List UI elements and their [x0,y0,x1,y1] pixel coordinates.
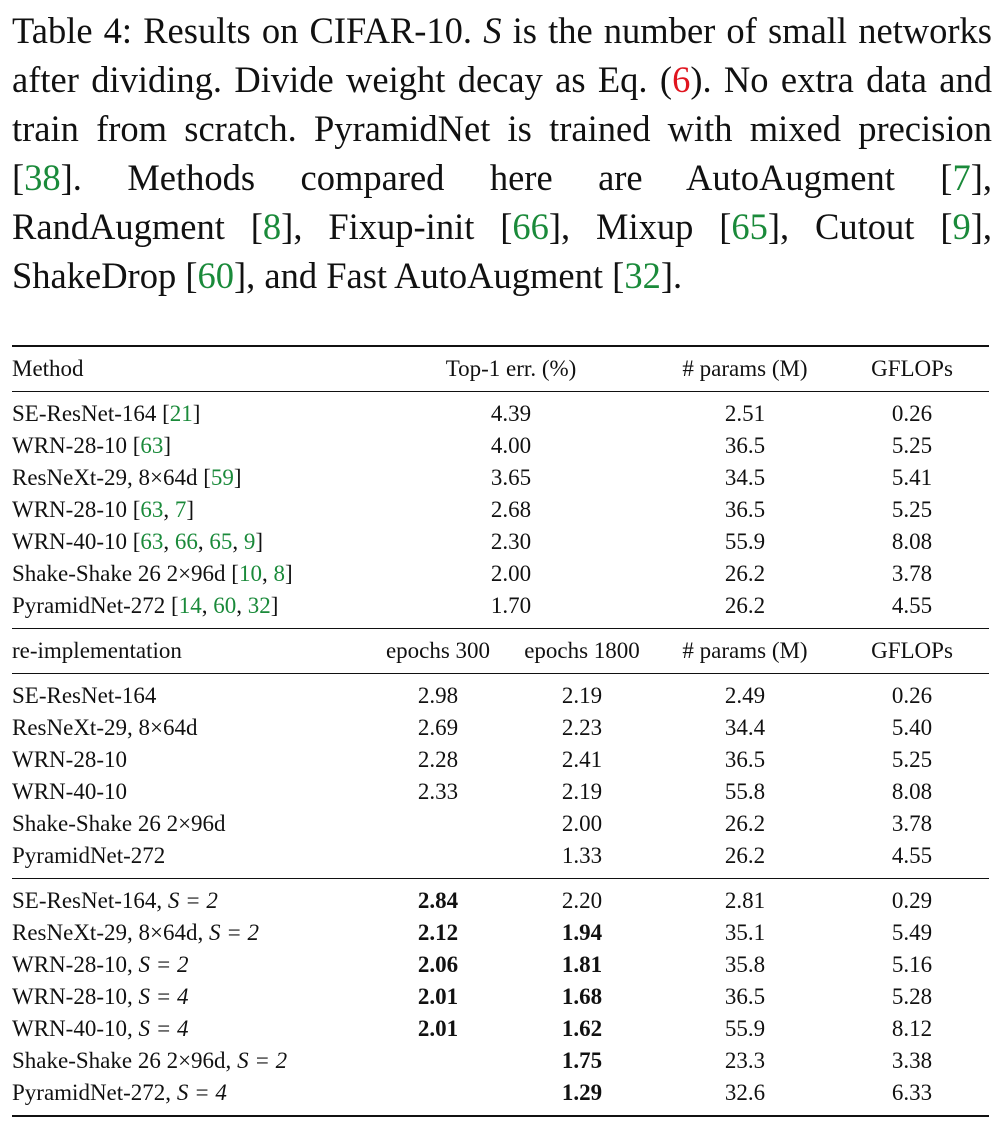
method-name: Shake-Shake 26 2×96d [12,811,226,836]
epochs-300-value: 2.33 [417,779,459,804]
table-row [12,840,989,879]
params-value: 36.5 [724,497,766,522]
epochs-1800-value: 1.33 [561,843,603,868]
citation-link[interactable]: 65 [731,206,768,247]
gflops-value: 0.26 [891,683,933,708]
epochs-1800-value: 2.23 [561,715,603,740]
top1-error-value: 1.70 [490,593,532,618]
gflops-value: 8.08 [891,779,933,804]
epochs-1800-value: 2.20 [509,879,655,918]
params-value: 32.6 [724,1080,766,1105]
epochs-300-value: 2.98 [417,683,459,708]
method-name: PyramidNet-272 [12,843,166,868]
epochs-300-value [367,840,509,879]
epochs-1800-value: 1.62 [561,1016,603,1041]
citation-link[interactable]: 8 [273,561,285,586]
reimplementation-header-row [12,629,989,674]
gflops-value: 5.41 [891,465,933,490]
results-table [12,345,989,1117]
table-row [12,712,989,744]
citation-link[interactable]: 10 [238,561,262,586]
epochs-1800-value: 2.00 [561,811,603,836]
gflops-value: 5.28 [891,984,933,1009]
params-value: 26.2 [724,561,766,586]
params-value: 23.3 [724,1048,766,1073]
gflops-value: 6.33 [891,1080,933,1105]
citation-link[interactable]: 63 [140,433,164,458]
table-header-row [12,346,989,392]
params-value: 2.51 [724,401,766,426]
s-variable: S [483,10,502,51]
epochs-300-value: 2.06 [417,952,459,977]
citation-link[interactable]: 7 [174,497,187,522]
header-params: # params (M) [655,629,835,674]
s-value: S = 2 [237,1048,288,1073]
s-value: S = 2 [167,888,218,913]
s-value: S = 4 [138,1016,189,1041]
citation-link[interactable]: 66 [512,206,549,247]
header-epochs-1800: epochs 1800 [509,629,655,674]
params-value: 26.2 [724,843,766,868]
table-row [12,1045,989,1077]
method-name: WRN-28-10 [63, 7] [12,497,195,522]
header-top1-error: Top-1 err. (%) [367,346,655,392]
method-name: WRN-40-10 [12,779,127,804]
table-row [12,949,989,981]
citation-link[interactable]: 38 [24,157,61,198]
table-row [12,590,989,629]
top1-error-value: 2.68 [490,497,532,522]
table-row [12,1013,989,1045]
params-value: 26.2 [724,593,766,618]
epochs-1800-value: 2.41 [561,747,603,772]
s-value: S = 4 [138,984,189,1009]
header-params: # params (M) [655,346,835,392]
gflops-value: 0.29 [835,879,989,918]
table-row [12,526,989,558]
citation-link[interactable]: 32 [624,255,661,296]
header-reimplementation: re-implementation [12,629,367,674]
epochs-1800-value: 1.29 [561,1080,603,1105]
gflops-value: 3.38 [891,1048,933,1073]
table-row [12,430,989,462]
method-name: WRN-40-10, S = 4 [12,1016,189,1041]
gflops-value: 5.25 [891,747,933,772]
header-gflops: GFLOPs [835,346,989,392]
citation-link[interactable]: 60 [197,255,234,296]
method-name: Shake-Shake 26 2×96d [10, 8] [12,561,293,586]
table-row [12,558,989,590]
table-row [12,879,989,918]
citation-link[interactable]: 21 [169,401,193,426]
method-name: WRN-28-10 [63] [12,433,172,458]
gflops-value: 5.16 [891,952,933,977]
method-name: PyramidNet-272 [14, 60, 32] [12,593,279,618]
table-row [12,981,989,1013]
citation-link[interactable]: 59 [210,465,234,490]
gflops-value: 5.49 [891,920,933,945]
table-row [12,744,989,776]
table-row [12,674,989,713]
epochs-300-value: 2.69 [417,715,459,740]
citation-link[interactable]: 8 [262,206,282,247]
gflops-value: 3.78 [891,561,933,586]
top1-error-value: 4.39 [490,401,532,426]
params-value: 2.81 [655,879,835,918]
method-name: Shake-Shake 26 2×96d, S = 2 [12,1048,288,1073]
citation-link[interactable]: 63 [140,497,164,522]
citation-link[interactable]: 7 [952,157,971,198]
method-name: WRN-28-10, S = 4 [12,984,189,1009]
method-name: WRN-28-10, S = 2 [12,952,189,977]
epochs-300-value: 2.01 [417,1016,459,1041]
table-row [12,462,989,494]
params-value: 2.49 [724,683,766,708]
gflops-value: 8.12 [891,1016,933,1041]
header-epochs-300: epochs 300 [367,629,509,674]
citation-link[interactable]: 9 [952,206,971,247]
table-caption: Table 4: Results on CIFAR-10. S is the number of small networks after dividing. Divide weight decay as Eq. (6). No extra data and train from scratch. PyramidNet is trained with mixed precision [38]. Methods compared here are AutoAugment [7], RandAugment [8], Fixup-init [66], Mixup [65], Cutout [9], ShakeDrop [60], and Fast AutoAugment [32]. [12,10,993,296]
method-name: PyramidNet-272, S = 4 [12,1080,227,1105]
top1-error-value: 3.65 [490,465,532,490]
gflops-value: 4.55 [891,593,933,618]
epochs-1800-value: 1.68 [561,984,603,1009]
epochs-1800-value: 1.94 [561,920,603,945]
gflops-value: 3.78 [891,811,933,836]
epochs-300-value: 2.28 [417,747,459,772]
gflops-value: 5.40 [891,715,933,740]
epochs-300-value [367,1045,509,1077]
top1-error-value: 2.30 [490,529,532,554]
epochs-300-value [367,1077,509,1116]
params-value: 35.8 [724,952,766,977]
s-value: S = 2 [208,920,259,945]
citation-link[interactable]: 63 [140,529,164,554]
citation-link[interactable]: 9 [243,529,256,554]
params-value: 36.5 [724,747,766,772]
table-row [12,917,989,949]
params-value: 34.4 [724,715,766,740]
method-name: ResNeXt-29, 8×64d, S = 2 [12,920,259,945]
epochs-1800-value: 2.19 [561,683,603,708]
gflops-value: 4.55 [891,843,933,868]
params-value: 36.5 [724,984,766,1009]
gflops-value: 0.26 [891,401,933,426]
method-name: WRN-28-10 [12,747,127,772]
citation-link[interactable]: 65 [209,529,233,554]
epochs-300-value: 2.01 [417,984,459,1009]
top1-error-value: 2.00 [490,561,532,586]
citation-link[interactable]: 66 [174,529,198,554]
epochs-1800-value: 1.81 [561,952,603,977]
citation-link[interactable]: 14 [178,593,202,618]
params-value: 55.9 [724,1016,766,1041]
header-gflops: GFLOPs [835,629,989,674]
epochs-1800-value: 2.19 [561,779,603,804]
top1-error-value: 4.00 [490,433,532,458]
method-name: SE-ResNet-164 [12,683,157,708]
table-row [12,392,989,431]
s-value: S = 2 [138,952,189,977]
equation-link[interactable]: 6 [672,59,691,100]
epochs-300-value: 2.12 [417,920,459,945]
epochs-300-value: 2.84 [367,879,509,918]
epochs-1800-value: 1.75 [561,1048,603,1073]
gflops-value: 5.25 [891,433,933,458]
header-method: Method [12,346,367,392]
gflops-value: 5.25 [891,497,933,522]
params-value: 55.9 [724,529,766,554]
method-name: SE-ResNet-164 [21] [12,401,201,426]
epochs-300-value [367,808,509,840]
method-name: ResNeXt-29, 8×64d [12,715,198,740]
params-value: 55.8 [724,779,766,804]
method-name: SE-ResNet-164, S = 2 [12,879,367,918]
gflops-value: 8.08 [891,529,933,554]
table-row [12,808,989,840]
params-value: 35.1 [724,920,766,945]
method-name: WRN-40-10 [63, 66, 65, 9] [12,529,264,554]
citation-link[interactable]: 60 [213,593,237,618]
table-row [12,1077,989,1116]
caption-label: Table 4: [12,10,133,51]
params-value: 26.2 [724,811,766,836]
s-value: S = 4 [176,1080,227,1105]
params-value: 34.5 [724,465,766,490]
table-row [12,494,989,526]
method-name: ResNeXt-29, 8×64d [59] [12,465,242,490]
citation-link[interactable]: 32 [247,593,271,618]
params-value: 36.5 [724,433,766,458]
table-row [12,776,989,808]
